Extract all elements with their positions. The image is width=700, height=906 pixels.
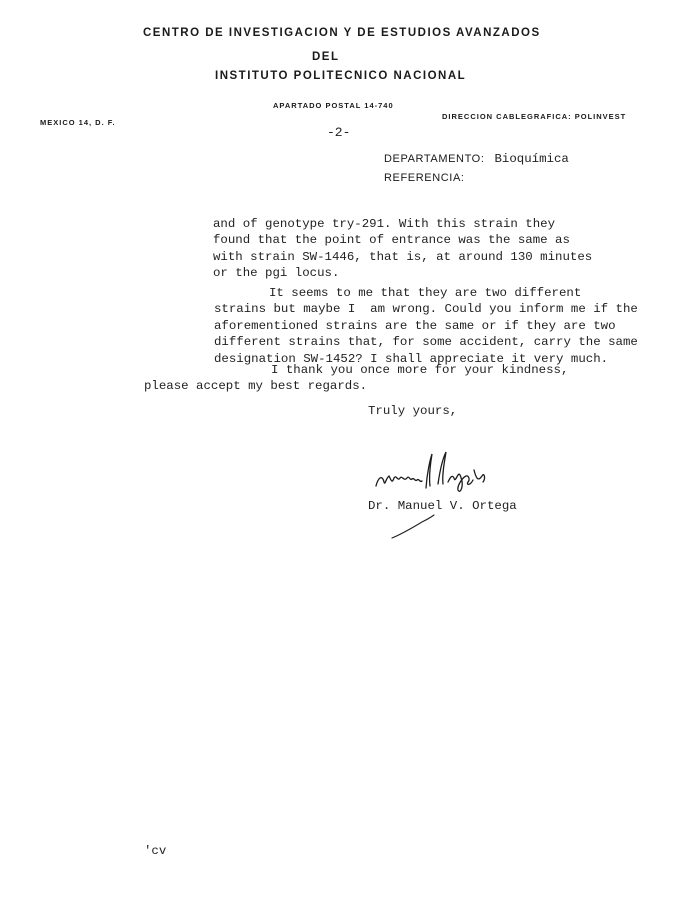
department-label: DEPARTAMENTO: — [384, 153, 485, 165]
paragraph-1 — [213, 216, 592, 282]
closing: Truly yours, — [368, 404, 458, 418]
paragraph-2-line: strains but maybe I am wrong. Could you inform me if the — [214, 302, 638, 317]
handwritten-signature — [370, 448, 530, 498]
city-line: MEXICO 14, D. F. — [40, 118, 116, 127]
paragraph-1-line: or the pgi locus. — [213, 266, 340, 281]
cable-address: DIRECCION CABLEGRAFICA: POLINVEST — [442, 112, 627, 121]
paragraph-2-line: aforementioned strains are the same or if they are two — [214, 318, 616, 333]
reference-label: REFERENCIA: — [384, 172, 465, 184]
institution-line-1: CENTRO DE INVESTIGACION Y DE ESTUDIOS AVANZADOS — [143, 27, 541, 39]
signature-name: Dr. Manuel V. Ortega — [368, 499, 517, 513]
paragraph-1-line: found that the point of entrance was the same as — [213, 233, 570, 248]
postal-box: APARTADO POSTAL 14-740 — [273, 101, 394, 110]
paragraph-2-line: It seems to me that they are two different — [269, 286, 582, 300]
typist-initials: 'cv — [144, 844, 167, 858]
paragraph-2-line: different strains that, for some accident, carry the same — [214, 335, 638, 350]
paragraph-3 — [144, 362, 568, 395]
signature-flourish — [388, 512, 438, 542]
paragraph-3-line: I thank you once more for your kindness, — [271, 363, 569, 377]
paragraph-3-line: please accept my best regards. — [144, 379, 368, 394]
institution-line-3: INSTITUTO POLITECNICO NACIONAL — [215, 70, 467, 82]
paragraph-1-line: with strain SW-1446, that is, at around 130 minutes — [213, 249, 593, 264]
institution-line-2: DEL — [312, 51, 340, 63]
department-value: Bioquímica — [494, 152, 569, 166]
paragraph-1-line: and of genotype try-291. With this strain they — [213, 217, 556, 231]
paragraph-2 — [214, 285, 638, 367]
paragraph-2-line: designation SW-1452? I shall appreciate it very much. — [214, 351, 609, 366]
department-field — [384, 149, 569, 167]
page-number: -2- — [327, 125, 351, 140]
